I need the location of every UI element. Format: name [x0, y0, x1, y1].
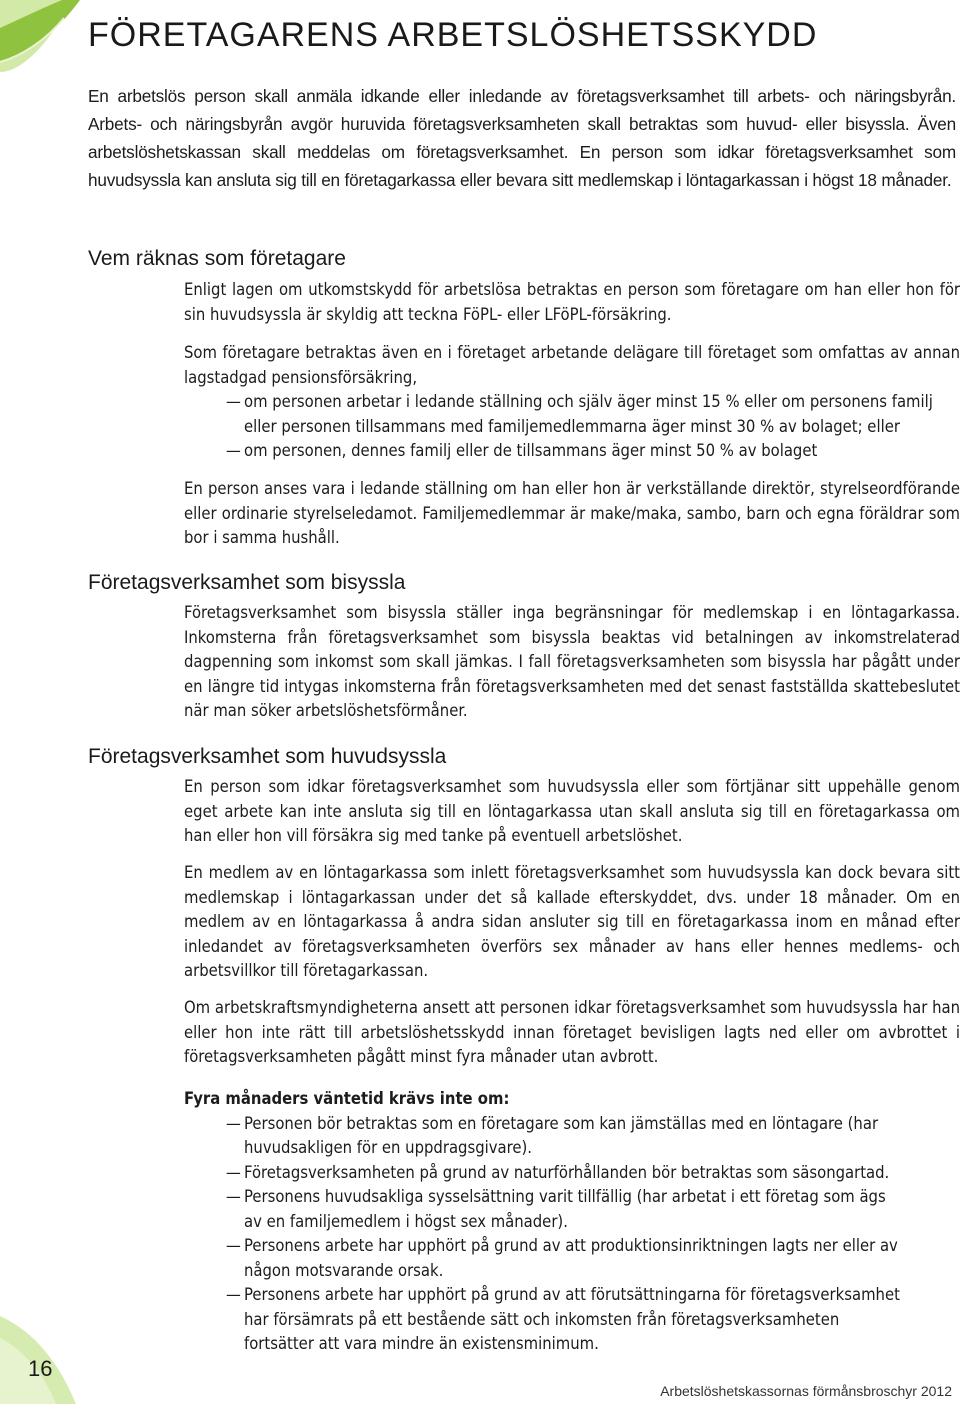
list-item: — om personen, dennes familj eller de tillsammans äger minst 50 % av bolaget: [184, 439, 944, 464]
section-1-paragraph-2: Som företagare betraktas även en i företaget arbetande delägare till företaget som omfattas av annan lagstadgad pensionsförsäkring,: [184, 343, 960, 387]
list-item: — om personen arbetar i ledande ställning och själv äger minst 15 % eller om personens familj eller personen tillsammans med familjemedlemmarna äger minst 30 % av bolaget; eller: [184, 390, 944, 439]
waiting-period-exceptions-list: [184, 1112, 904, 1357]
list-item: — Företagsverksamheten på grund av naturförhållanden bör betraktas som säsongartad.: [184, 1161, 904, 1186]
list-item: — Personens arbete har upphört på grund av att förutsättningarna för företagsverksamhet har försämrats på ett bestående sätt och inkomsten från företagsverksamheten fortsätter att vara mindre än existensminimum.: [184, 1283, 904, 1357]
footer-text: Arbetslöshetskassornas förmånsbroschyr 2012: [660, 1383, 952, 1399]
section-3-paragraph-3: Om arbetskraftsmyndigheterna ansett att personen idkar företagsverksamhet som huvudsyssla har han eller hon inte rätt till arbetslöshetsskydd innan företaget bevisligen lagts ned eller om avbrottet i företagsverksamheten pågått minst fyra månader utan avbrott.: [184, 998, 960, 1066]
section-3-paragraph-1: En person som idkar företagsverksamhet som huvudsyssla eller som förtjänar sitt uppehälle genom eget arbete kan inte ansluta sig till en löntagarkassa utan skall ansluta sig till en företagarkassa om han eller hon vill försäkra sig med tanke på eventuell arbetslöshet.: [184, 777, 960, 845]
section-heading-foretagare: Vem räknas som företagare: [88, 247, 346, 270]
leaf-decoration-top-icon: [0, 0, 84, 90]
ownership-criteria-list: [184, 390, 944, 464]
waiting-period-heading: Fyra månaders väntetid krävs inte om:: [184, 1089, 510, 1108]
section-heading-huvudsyssla: Företagsverksamhet som huvudsyssla: [88, 745, 447, 768]
waiting-period-block: [184, 1087, 960, 1357]
list-item: — Personen bör betraktas som en företagare som kan jämställas med en löntagare (har huvudsakligen för en uppdragsgivare).: [184, 1112, 904, 1161]
section-1-paragraph-1: Enligt lagen om utkomstskydd för arbetslösa betraktas en person som företagare om han eller hon för sin huvudsyssla är skyldig att teckna FöPL- eller LFöPL-försäkring.: [184, 280, 960, 324]
section-3-paragraph-2: En medlem av en löntagarkassa som inlett företagsverksamhet som huvudsyssla kan dock bevara sitt medlemskap i löntagarkassan under det så kallade efterskyddet, dvs. under 18 månader. Om en medlem av en löntagarkassa å andra sidan ansluter sig till en företagarkassa inom en månad efter inledandet av företagsverksamheten överförs sex månader av hans eller hennes medlems- och arbetsvillkor till företagarkassan.: [184, 863, 960, 980]
intro-paragraph: En arbetslös person skall anmäla idkande eller inledande av företagsverksamhet till arbets- och näringsbyrån. Arbets- och näringsbyrån avgör huruvida företagsverksamheten skall betraktas som huvud- eller bisyssla. Även arbetslöshetskassan skall meddelas om företagsverksamhet. En person som idkar företagsverksamhet som huvudsyssla kan ansluta sig till en företagarkassa eller bevara sitt medlemskap i löntagarkassan i högst 18 månader.: [88, 86, 956, 190]
list-item: — Personens huvudsakliga sysselsättning varit tillfällig (har arbetat i ett företag som ägs av en familjemedlem i högst sex månader).: [184, 1185, 904, 1234]
page-title: FÖRETAGARENS ARBETSLÖSHETSSKYDD: [88, 16, 818, 54]
section-2-paragraph-1: Företagsverksamhet som bisyssla ställer inga begränsningar för medlemskap i en löntagarkassa. Inkomsterna från företagsverksamhet som bisyssla beaktas vid betalningen av inkomstrelaterad dagpenning som inkomst som skall jämkas. I fall företagsverksamheten som bisyssla har pågått under en längre tid intygas inkomsterna från företagsverksamheten med det senast fastställda skattebeslutet när man söker arbetslöshetsförmåner.: [184, 603, 960, 720]
section-heading-bisyssla: Företagsverksamhet som bisyssla: [88, 571, 406, 594]
page-number: 16: [28, 1356, 53, 1381]
section-1-paragraph-3: En person anses vara i ledande ställning om han eller hon är verkställande direktör, styrelseordförande eller ordinarie styrelseledamot. Familjemedlemmar är make/maka, sambo, barn och egna föräldrar som bor i samma hushåll.: [184, 479, 960, 547]
list-item: — Personens arbete har upphört på grund av att produktionsinriktningen lagts ner eller av någon motsvarande orsak.: [184, 1234, 904, 1283]
